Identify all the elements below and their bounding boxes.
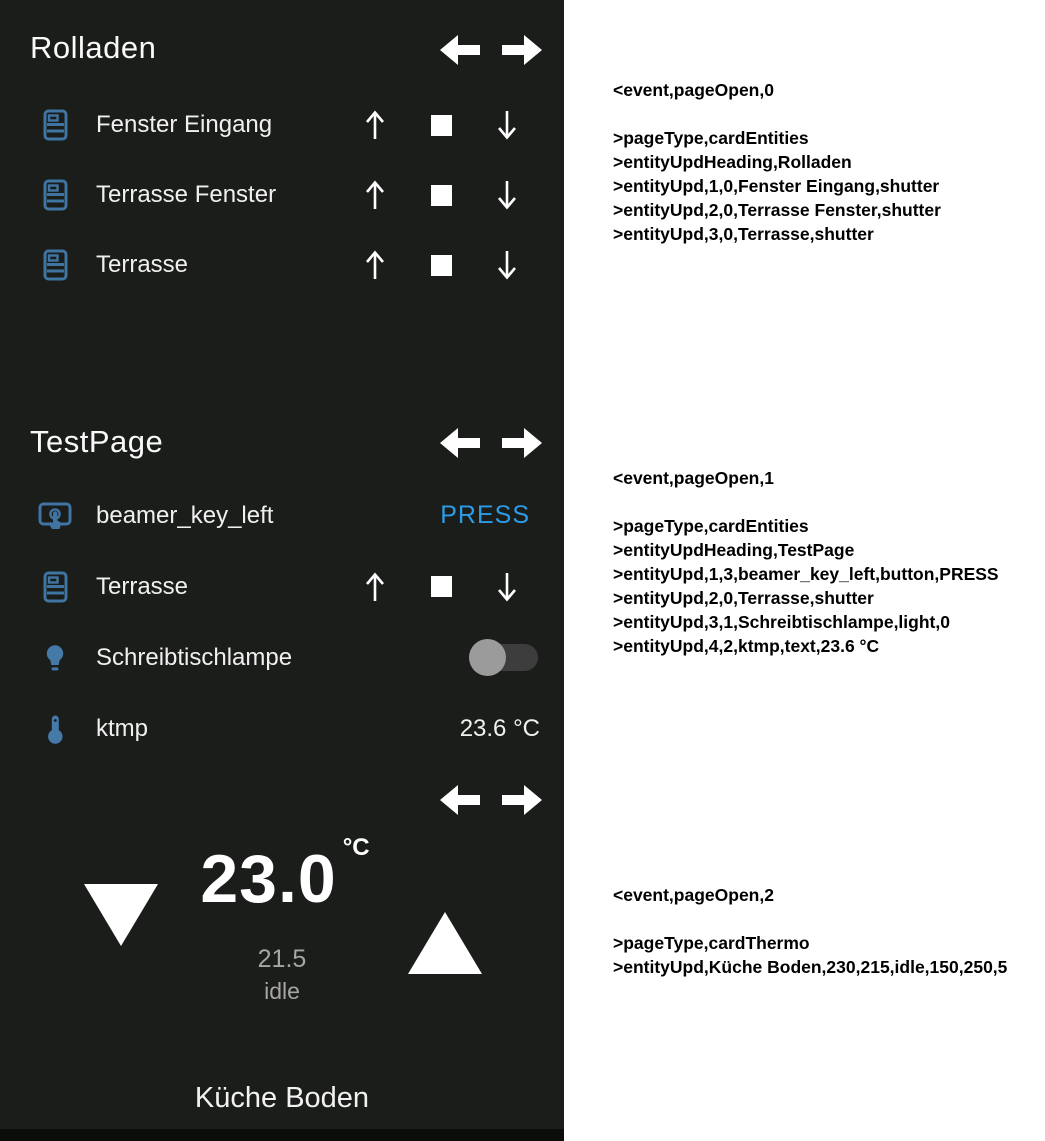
prev-page-button[interactable]	[440, 785, 480, 815]
prev-page-button[interactable]	[440, 35, 480, 65]
shutter-up-button[interactable]	[342, 178, 408, 212]
stop-icon	[431, 115, 452, 136]
shutter-up-button[interactable]	[342, 570, 408, 604]
stop-icon	[431, 255, 452, 276]
gesture-tap-button-icon	[38, 502, 72, 530]
log-line: >entityUpd,2,0,Terrasse,shutter	[613, 588, 874, 608]
temperature-unit: °C	[342, 834, 370, 861]
log-block-page0	[613, 78, 941, 246]
lightbulb-icon	[38, 644, 72, 672]
light-toggle[interactable]	[472, 644, 538, 671]
log-block-page2	[613, 883, 1007, 979]
thermostat-name: Küche Boden	[194, 1082, 370, 1114]
shutter-icon	[38, 249, 72, 281]
log-line: >pageType,cardThermo	[613, 933, 810, 953]
entity-row-shutter	[30, 90, 540, 160]
entity-name: ktmp	[96, 714, 149, 742]
shutter-icon	[38, 571, 72, 603]
next-page-button[interactable]	[502, 428, 542, 458]
log-line: >entityUpd,1,3,beamer_key_left,button,PRESS	[613, 564, 999, 584]
page-title: Rolladen	[30, 30, 157, 65]
shutter-down-button[interactable]	[474, 570, 540, 604]
shutter-icon	[38, 109, 72, 141]
shutter-up-button[interactable]	[342, 248, 408, 282]
next-page-button[interactable]	[502, 35, 542, 65]
entity-row-button	[30, 480, 540, 551]
log-line: <event,pageOpen,1	[613, 468, 774, 488]
thermometer-icon	[38, 714, 72, 744]
entity-name: Terrasse	[96, 572, 189, 600]
log-line: >entityUpdHeading,Rolladen	[613, 152, 852, 172]
stop-icon	[431, 576, 452, 597]
hvac-state: idle	[264, 978, 300, 1004]
press-button[interactable]: PRESS	[440, 501, 530, 529]
log-line: >entityUpdHeading,TestPage	[613, 540, 855, 560]
shutter-down-button[interactable]	[474, 178, 540, 212]
entity-row-shutter	[30, 160, 540, 230]
log-line: >entityUpd,4,2,ktmp,text,23.6 °C	[613, 636, 880, 656]
next-page-button[interactable]	[502, 785, 542, 815]
entity-name: Terrasse	[96, 251, 189, 278]
page-nav	[440, 35, 542, 65]
panel-bottom-bezel	[0, 1129, 564, 1141]
shutter-down-button[interactable]	[474, 108, 540, 142]
stop-icon	[431, 185, 452, 206]
log-line: >entityUpd,3,1,Schreibtischlampe,light,0	[613, 612, 950, 632]
card-thermo	[0, 770, 564, 1129]
log-block-page1	[613, 466, 999, 658]
shutter-icon	[38, 179, 72, 211]
entity-name: Schreibtischlampe	[96, 643, 293, 671]
page-nav	[440, 428, 542, 458]
entity-row-shutter	[30, 230, 540, 300]
shutter-stop-button[interactable]	[408, 108, 474, 142]
page-title: TestPage	[30, 424, 164, 459]
log-line: >entityUpd,2,0,Terrasse Fenster,shutter	[613, 200, 941, 220]
entity-name: beamer_key_left	[96, 501, 274, 529]
log-line: <event,pageOpen,0	[613, 80, 774, 100]
shutter-stop-button[interactable]	[408, 178, 474, 212]
shutter-stop-button[interactable]	[408, 570, 474, 604]
shutter-down-button[interactable]	[474, 248, 540, 282]
entity-row-shutter	[30, 551, 540, 622]
entity-row-light	[30, 622, 540, 693]
card-rolladen	[0, 0, 564, 410]
card-testpage	[0, 410, 564, 770]
entity-name: Fenster Eingang	[96, 111, 273, 138]
shutter-stop-button[interactable]	[408, 248, 474, 282]
log-line: >entityUpd,Küche Boden,230,215,idle,150,250,5	[613, 957, 1008, 977]
log-line: <event,pageOpen,2	[613, 885, 774, 905]
entity-row-text	[30, 693, 540, 764]
page-nav	[440, 785, 542, 815]
log-line: >pageType,cardEntities	[613, 516, 809, 536]
log-line: >pageType,cardEntities	[613, 128, 809, 148]
temp-decrease-button[interactable]	[84, 884, 158, 946]
current-temperature-value: 23.0	[200, 841, 337, 917]
log-line: >entityUpd,3,0,Terrasse,shutter	[613, 224, 874, 244]
target-temperature: 21.5	[257, 945, 307, 973]
entity-name: Terrasse Fenster	[96, 181, 277, 208]
sensor-value: 23.6 °C	[459, 714, 540, 742]
protocol-log-pane	[564, 0, 1045, 1141]
shutter-up-button[interactable]	[342, 108, 408, 142]
log-line: >entityUpd,1,0,Fenster Eingang,shutter	[613, 176, 940, 196]
toggle-knob	[469, 639, 506, 676]
prev-page-button[interactable]	[440, 428, 480, 458]
